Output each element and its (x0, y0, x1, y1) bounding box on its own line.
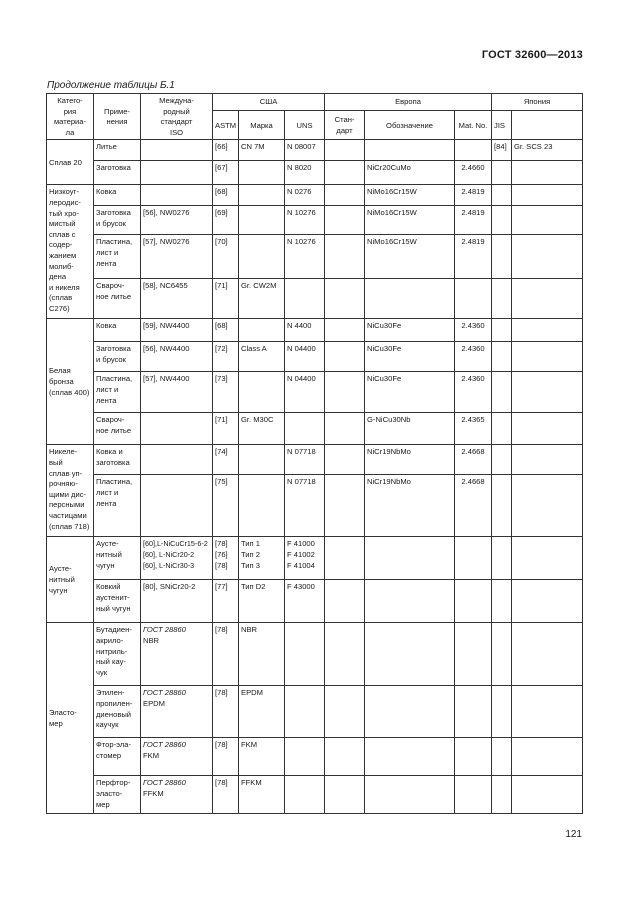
jp-grade-cell (512, 319, 583, 342)
jp-grade-cell (512, 686, 583, 738)
mat-no-cell: 2.4668 (455, 445, 492, 475)
astm-cell: [71] (213, 413, 239, 445)
grade-cell: FKM (239, 738, 285, 776)
uns-cell: N 07718 (285, 475, 325, 537)
designation-cell: NiCu30Fe (365, 342, 455, 372)
grade-cell: EPDM (239, 686, 285, 738)
astm-cell: [78] [76] [78] (213, 537, 239, 580)
page-number: 121 (565, 829, 582, 840)
application-cell: Аусте- нитный чугун (94, 537, 141, 580)
table-row (47, 413, 583, 445)
col-japan: Япония (492, 94, 583, 111)
designation-cell (365, 686, 455, 738)
astm-cell: [78] (213, 738, 239, 776)
eu-standard-cell (325, 342, 365, 372)
iso-cell (141, 445, 213, 475)
uns-cell (285, 686, 325, 738)
iso-cell: [57], NW4400 (141, 372, 213, 413)
jp-grade-cell (512, 445, 583, 475)
uns-cell: N 4400 (285, 319, 325, 342)
uns-cell: N 10276 (285, 206, 325, 235)
iso-cell: [58], NC6455 (141, 279, 213, 319)
uns-cell: N 04400 (285, 372, 325, 413)
application-cell: Перфтор- эласто- мер (94, 776, 141, 814)
astm-cell: [69] (213, 206, 239, 235)
jis-cell (492, 445, 512, 475)
designation-cell: NiMo16Cr15W (365, 206, 455, 235)
jp-grade-cell (512, 372, 583, 413)
jp-grade-cell (512, 623, 583, 686)
iso-standard-ref: ГОСТ 28860 (143, 740, 186, 750)
col-eu-standard: Стан- дарт (325, 111, 365, 140)
jp-grade-cell (512, 279, 583, 319)
table-row (47, 445, 583, 475)
uns-cell: N 0276 (285, 185, 325, 206)
application-cell: Свароч- ное литье (94, 279, 141, 319)
designation-cell: NiMo16Cr15W (365, 185, 455, 206)
col-grade: Марка (239, 111, 285, 140)
astm-cell: [74] (213, 445, 239, 475)
application-cell: Пластина, лист и лента (94, 235, 141, 279)
iso-cell (141, 776, 213, 814)
designation-cell: NiCr19NbMo (365, 445, 455, 475)
uns-cell (285, 776, 325, 814)
table-row (47, 776, 583, 814)
iso-standard-ref: ГОСТ 28860 (143, 625, 186, 635)
jis-cell (492, 279, 512, 319)
grade-cell: Gr. CW2M (239, 279, 285, 319)
grade-cell (239, 185, 285, 206)
jis-cell (492, 161, 512, 185)
uns-cell: N 8020 (285, 161, 325, 185)
jis-cell (492, 413, 512, 445)
jis-cell (492, 537, 512, 580)
mat-no-cell (455, 279, 492, 319)
jis-cell: [84] (492, 140, 512, 161)
mat-no-cell: 2.4819 (455, 235, 492, 279)
uns-cell (285, 623, 325, 686)
jis-cell (492, 738, 512, 776)
eu-standard-cell (325, 738, 365, 776)
eu-standard-cell (325, 776, 365, 814)
eu-standard-cell (325, 686, 365, 738)
col-designation: Обозначение (365, 111, 455, 140)
jis-cell (492, 686, 512, 738)
iso-cell (141, 413, 213, 445)
jp-grade-cell (512, 738, 583, 776)
table-row (47, 235, 583, 279)
jis-cell (492, 580, 512, 623)
astm-cell: [66] (213, 140, 239, 161)
iso-cell: [59], NW4400 (141, 319, 213, 342)
designation-cell: NiCu30Fe (365, 372, 455, 413)
jp-grade-cell (512, 537, 583, 580)
astm-cell: [68] (213, 319, 239, 342)
iso-cell: [57], NW0276 (141, 235, 213, 279)
mat-no-cell: 2.4660 (455, 161, 492, 185)
grade-cell: NBR (239, 623, 285, 686)
jis-cell (492, 185, 512, 206)
application-cell: Фтор-эла- стомер (94, 738, 141, 776)
iso-standard-ref: ГОСТ 28860 (143, 688, 186, 698)
astm-cell: [70] (213, 235, 239, 279)
application-cell: Пластина, лист и лента (94, 475, 141, 537)
designation-cell (365, 140, 455, 161)
eu-standard-cell (325, 580, 365, 623)
materials-table (46, 93, 583, 814)
astm-cell: [72] (213, 342, 239, 372)
designation-cell: NiCu30Fe (365, 319, 455, 342)
uns-cell (285, 413, 325, 445)
application-cell: Ковка (94, 319, 141, 342)
mat-no-cell (455, 776, 492, 814)
astm-cell: [67] (213, 161, 239, 185)
iso-cell (141, 140, 213, 161)
col-uns: UNS (285, 111, 325, 140)
grade-cell (239, 161, 285, 185)
table-row (47, 140, 583, 161)
uns-cell: N 08007 (285, 140, 325, 161)
jis-cell (492, 623, 512, 686)
table-row (47, 738, 583, 776)
application-cell: Заготовка и брусок (94, 206, 141, 235)
iso-code: FKM (143, 750, 160, 760)
mat-no-cell: 2.4819 (455, 185, 492, 206)
jis-cell (492, 342, 512, 372)
col-jp-grade (512, 111, 583, 140)
iso-standard-ref: ГОСТ 28860 (143, 778, 186, 788)
eu-standard-cell (325, 279, 365, 319)
col-europe: Европа (325, 94, 492, 111)
application-cell: Этилен- пропилен- диеновый каучук (94, 686, 141, 738)
eu-standard-cell (325, 475, 365, 537)
astm-cell: [73] (213, 372, 239, 413)
iso-cell: [56], NW4400 (141, 342, 213, 372)
table-row (47, 206, 583, 235)
jp-grade-cell (512, 161, 583, 185)
mat-no-cell: 2.4360 (455, 319, 492, 342)
category-cell: Никеле- вый сплав уп- рочняю- щими дис- персными частицами (сплав 718) (47, 445, 94, 537)
iso-cell (141, 475, 213, 537)
jis-cell (492, 372, 512, 413)
mat-no-cell (455, 537, 492, 580)
application-cell: Пластина, лист и лента (94, 372, 141, 413)
jis-cell (492, 206, 512, 235)
mat-no-cell (455, 738, 492, 776)
eu-standard-cell (325, 445, 365, 475)
mat-no-cell: 2.4360 (455, 372, 492, 413)
table-row (47, 185, 583, 206)
jp-grade-cell (512, 475, 583, 537)
table-row (47, 342, 583, 372)
designation-cell (365, 738, 455, 776)
col-usa: США (213, 94, 325, 111)
mat-no-cell: 2.4360 (455, 342, 492, 372)
grade-cell: CN 7M (239, 140, 285, 161)
table-row (47, 686, 583, 738)
designation-cell (365, 580, 455, 623)
mat-no-cell (455, 140, 492, 161)
designation-cell (365, 279, 455, 319)
jp-grade-cell (512, 342, 583, 372)
jp-grade-cell (512, 206, 583, 235)
astm-cell: [75] (213, 475, 239, 537)
astm-cell: [78] (213, 623, 239, 686)
designation-cell (365, 776, 455, 814)
iso-cell (141, 686, 213, 738)
category-cell: Сплав 20 (47, 140, 94, 185)
uns-cell (285, 738, 325, 776)
iso-cell (141, 738, 213, 776)
grade-cell (239, 319, 285, 342)
uns-cell: F 43000 (285, 580, 325, 623)
astm-cell: [71] (213, 279, 239, 319)
eu-standard-cell (325, 140, 365, 161)
grade-cell: Class A (239, 342, 285, 372)
mat-no-cell (455, 623, 492, 686)
application-cell: Заготовка (94, 161, 141, 185)
application-cell: Свароч- ное литье (94, 413, 141, 445)
mat-no-cell (455, 686, 492, 738)
application-cell: Заготовка и брусок (94, 342, 141, 372)
jis-cell (492, 776, 512, 814)
table-row (47, 279, 583, 319)
mat-no-cell: 2.4819 (455, 206, 492, 235)
designation-cell: NiCr20CuMo (365, 161, 455, 185)
designation-cell: G-NiCu30Nb (365, 413, 455, 445)
iso-cell: [60],L-NiCuCr15-6-2 [60], L-NiCr20-2 [60], L-NiCr30-3 (141, 537, 213, 580)
application-cell: Ковка и заготовка (94, 445, 141, 475)
table-caption: Продолжение таблицы Б.1 (47, 80, 175, 91)
grade-cell: FFKM (239, 776, 285, 814)
col-mat-no: Mat. No. (455, 111, 492, 140)
astm-cell: [78] (213, 686, 239, 738)
eu-standard-cell (325, 185, 365, 206)
eu-standard-cell (325, 623, 365, 686)
table-row (47, 161, 583, 185)
grade-cell: Тип 1 Тип 2 Тип 3 (239, 537, 285, 580)
mat-no-cell: 2.4365 (455, 413, 492, 445)
astm-cell: [77] (213, 580, 239, 623)
uns-cell: N 07718 (285, 445, 325, 475)
eu-standard-cell (325, 319, 365, 342)
jis-cell (492, 475, 512, 537)
col-jis: JIS (492, 111, 512, 140)
designation-cell (365, 537, 455, 580)
eu-standard-cell (325, 161, 365, 185)
grade-cell (239, 235, 285, 279)
table-row (47, 319, 583, 342)
eu-standard-cell (325, 235, 365, 279)
iso-cell (141, 161, 213, 185)
jp-grade-cell (512, 776, 583, 814)
table-row (47, 580, 583, 623)
iso-cell: [56], NW0276 (141, 206, 213, 235)
eu-standard-cell (325, 537, 365, 580)
table-row (47, 623, 583, 686)
grade-cell (239, 445, 285, 475)
col-category: Катего- рия материа- ла (47, 94, 94, 140)
iso-code: EPDM (143, 698, 165, 708)
application-cell: Литье (94, 140, 141, 161)
iso-cell: [80], SNiCr20-2 (141, 580, 213, 623)
grade-cell: Gr. M30C (239, 413, 285, 445)
col-application: Приме- нения (94, 94, 141, 140)
grade-cell: Тип D2 (239, 580, 285, 623)
uns-cell: F 41000 F 41002 F 41004 (285, 537, 325, 580)
iso-cell (141, 185, 213, 206)
col-iso: Междуна- родный стандарт ISO (141, 94, 213, 140)
grade-cell (239, 475, 285, 537)
designation-cell (365, 623, 455, 686)
category-cell: Эласто- мер (47, 623, 94, 814)
eu-standard-cell (325, 413, 365, 445)
mat-no-cell: 2.4668 (455, 475, 492, 537)
eu-standard-cell (325, 206, 365, 235)
iso-code: NBR (143, 635, 160, 645)
astm-cell: [68] (213, 185, 239, 206)
jp-grade-cell: Gr. SCS 23 (512, 140, 583, 161)
jp-grade-cell (512, 185, 583, 206)
application-cell: Бутадиен- акрило- нитриль- ный кау- чук (94, 623, 141, 686)
table-row (47, 475, 583, 537)
eu-standard-cell (325, 372, 365, 413)
jp-grade-cell (512, 580, 583, 623)
jis-cell (492, 319, 512, 342)
category-cell: Низкоуг- леродис- тый хро- мистый сплав с содер- жанием молиб- дена и никеля (сплав C276) (47, 185, 94, 319)
designation-cell: NiMo16Cr15W (365, 235, 455, 279)
grade-cell (239, 372, 285, 413)
category-cell: Аусте- нитный чугун (47, 537, 94, 623)
document-code: ГОСТ 32600—2013 (481, 49, 583, 61)
uns-cell (285, 279, 325, 319)
category-cell: Белая бронза (сплав 400) (47, 319, 94, 445)
jp-grade-cell (512, 413, 583, 445)
table-row (47, 372, 583, 413)
grade-cell (239, 206, 285, 235)
jis-cell (492, 235, 512, 279)
application-cell: Ковкий аустенит- ный чугун (94, 580, 141, 623)
iso-code: FFKM (143, 788, 164, 798)
iso-cell (141, 623, 213, 686)
application-cell: Ковка (94, 185, 141, 206)
table-row (47, 537, 583, 580)
col-astm: ASTM (213, 111, 239, 140)
designation-cell: NiCr19NbMo (365, 475, 455, 537)
uns-cell: N 10276 (285, 235, 325, 279)
mat-no-cell (455, 580, 492, 623)
jp-grade-cell (512, 235, 583, 279)
uns-cell: N 04400 (285, 342, 325, 372)
astm-cell: [78] (213, 776, 239, 814)
